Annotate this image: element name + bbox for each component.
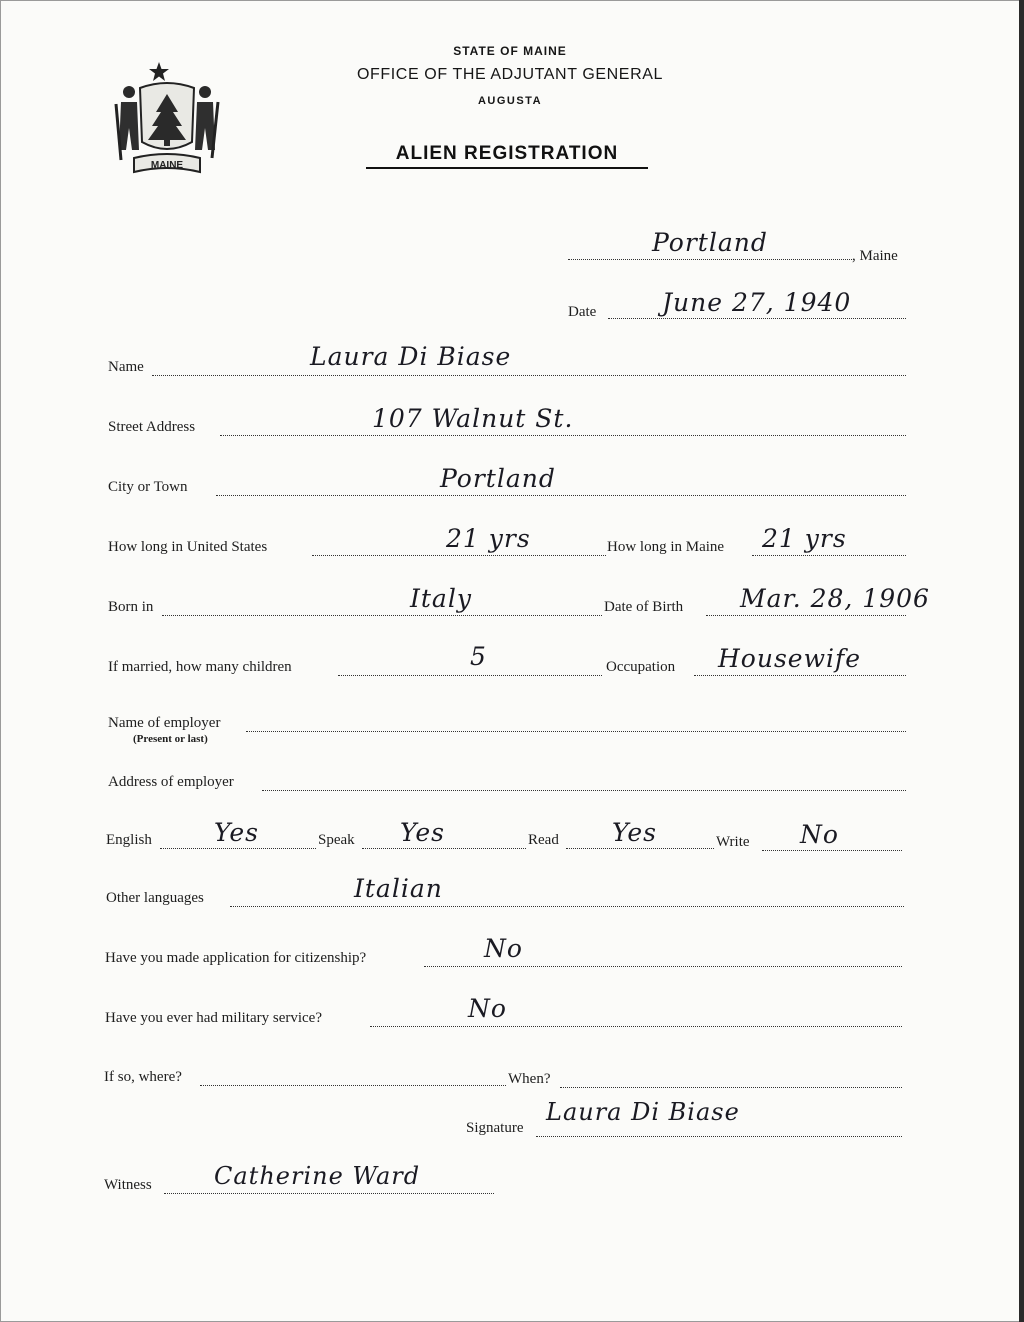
signature-value: Laura Di Biase <box>546 1098 740 1126</box>
military-label: Have you ever had military service? <box>105 1010 322 1026</box>
maine-duration-value: 21 yrs <box>762 524 847 553</box>
signature-label: Signature <box>466 1120 524 1136</box>
city-label: City or Town <box>108 479 188 495</box>
languages-value: Italian <box>354 874 443 903</box>
dob-value: Mar. 28, 1906 <box>740 584 930 613</box>
witness-value: Catherine Ward <box>214 1162 421 1190</box>
born-label: Born in <box>108 599 154 615</box>
children-value: 5 <box>470 642 487 671</box>
citizenship-line <box>424 966 902 967</box>
maine-state-seal <box>112 54 222 182</box>
city-line <box>216 495 906 496</box>
name-value: Laura Di Biase <box>310 342 512 371</box>
born-line <box>162 615 602 616</box>
city-heading: AUGUSTA <box>477 95 543 107</box>
employer-address-label: Address of employer <box>108 774 234 790</box>
name-line <box>152 375 906 376</box>
english-value: Yes <box>214 818 259 847</box>
speak-value: Yes <box>400 818 445 847</box>
employer-sublabel: (Present or last) <box>133 733 208 745</box>
witness-line <box>164 1193 494 1194</box>
born-value: Italy <box>410 584 472 613</box>
citizenship-value: No <box>484 934 523 963</box>
us-duration-line <box>312 555 606 556</box>
date-label: Date <box>568 304 597 320</box>
occupation-value: Housewife <box>718 644 862 673</box>
witness-label: Witness <box>104 1177 152 1193</box>
speak-line <box>362 848 526 849</box>
write-line <box>762 850 902 851</box>
us-duration-value: 21 yrs <box>446 524 531 553</box>
languages-line <box>230 906 904 907</box>
read-label: Read <box>528 832 559 848</box>
maine-duration-line <box>752 555 906 556</box>
scan-edge <box>1019 0 1024 1322</box>
date-line <box>608 318 906 319</box>
read-value: Yes <box>612 818 657 847</box>
street-value: 107 Walnut St. <box>372 404 574 433</box>
form-title: ALIEN REGISTRATION <box>366 143 648 169</box>
speak-label: Speak <box>318 832 355 848</box>
maine-duration-label: How long in Maine <box>607 539 725 555</box>
place-suffix: , Maine <box>852 248 898 264</box>
city-value: Portland <box>440 464 556 493</box>
svg-text:MAINE: MAINE <box>150 160 184 171</box>
english-line <box>160 848 316 849</box>
place-value: Portland <box>652 228 768 257</box>
where-label: If so, where? <box>104 1069 182 1085</box>
employer-address-line <box>262 790 906 791</box>
write-label: Write <box>716 834 750 850</box>
office-heading: OFFICE OF THE ADJUTANT GENERAL <box>356 66 664 83</box>
where-line <box>200 1085 506 1086</box>
citizenship-label: Have you made application for citizenship? <box>105 950 367 966</box>
us-duration-label: How long in United States <box>108 539 268 555</box>
street-label: Street Address <box>108 419 196 435</box>
children-line <box>338 675 602 676</box>
when-label: When? <box>508 1071 551 1087</box>
employer-label: Name of employer <box>108 715 221 731</box>
employer-line <box>246 731 906 732</box>
military-line <box>370 1026 902 1027</box>
occupation-label: Occupation <box>606 659 676 675</box>
name-label: Name <box>108 359 144 375</box>
write-value: No <box>800 820 839 849</box>
languages-label: Other languages <box>106 890 204 906</box>
military-value: No <box>468 994 507 1023</box>
date-value: June 27, 1940 <box>662 288 852 317</box>
when-line <box>560 1087 902 1088</box>
read-line <box>566 848 714 849</box>
occupation-line <box>694 675 906 676</box>
children-label: If married, how many children <box>108 659 292 675</box>
signature-line <box>536 1136 902 1137</box>
dob-line <box>706 615 906 616</box>
street-line <box>220 435 906 436</box>
state-heading: STATE OF MAINE <box>453 44 567 58</box>
place-line <box>568 259 852 260</box>
dob-label: Date of Birth <box>604 599 684 615</box>
english-label: English <box>106 832 152 848</box>
